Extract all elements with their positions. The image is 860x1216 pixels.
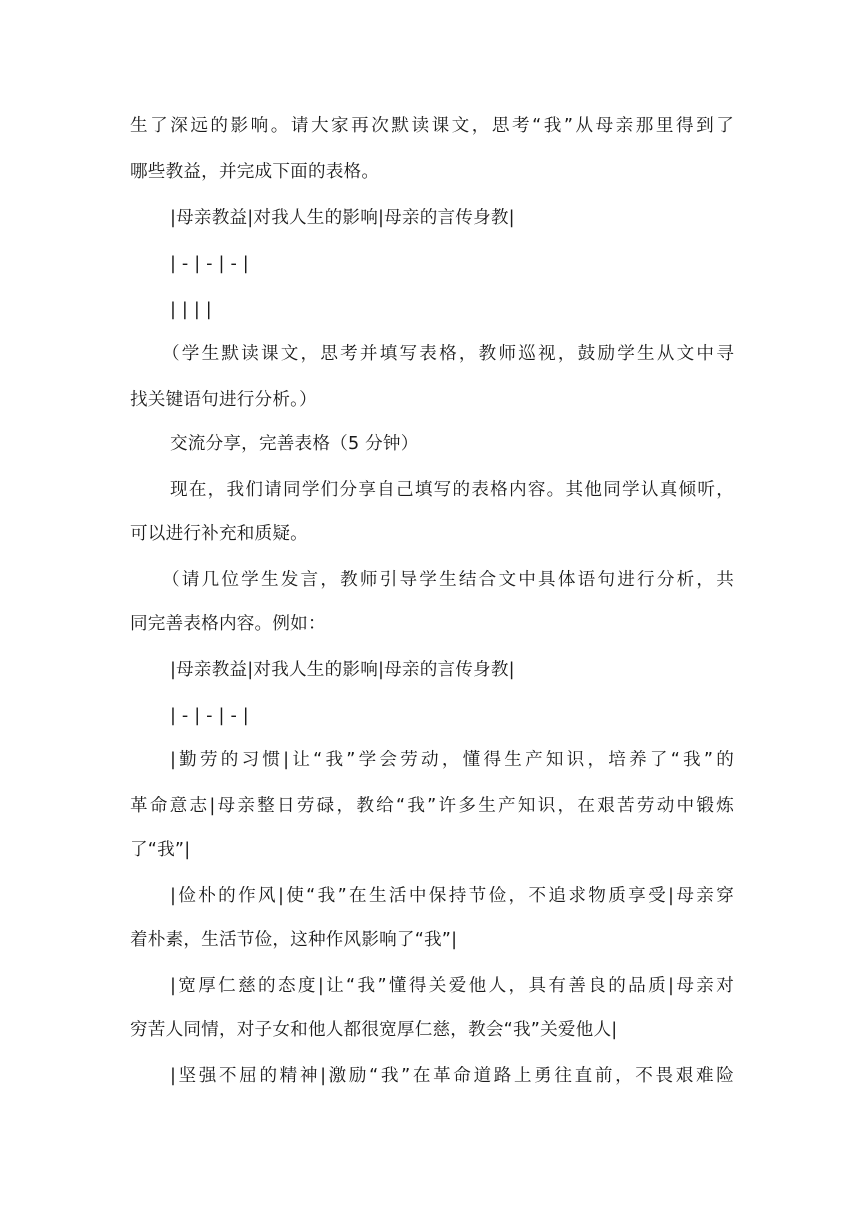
instruction-line: （学生默读课文，思考并填写表格，教师巡视，鼓励学生从文中寻: [162, 344, 734, 364]
paragraph-line: 生了深远的影响。请大家再次默读课文，思考“我”从母亲那里得到了: [130, 116, 734, 136]
table-row: 革命意志|母亲整日劳碌，教给“我”许多生产知识，在艰苦劳动中锻炼: [130, 796, 734, 816]
instruction-line: （请几位学生发言，教师引导学生结合文中具体语句进行分析，共: [162, 570, 734, 590]
table-header-row: |母亲教益|对我人生的影响|母亲的言传身教|: [170, 208, 515, 228]
paragraph-line: 哪些教益，并完成下面的表格。: [130, 162, 380, 182]
section-heading: 交流分享，完善表格（5 分钟）: [170, 434, 419, 454]
paragraph-line: 现在，我们请同学们分享自己填写的表格内容。其他同学认真倾听，: [170, 480, 734, 500]
table-row: |俭朴的作风|使“我”在生活中保持节俭，不追求物质享受|母亲穿: [170, 886, 734, 906]
table-row: |宽厚仁慈的态度|让“我”懂得关爱他人，具有善良的品质|母亲对: [170, 976, 734, 996]
table-header-row: |母亲教益|对我人生的影响|母亲的言传身教|: [170, 660, 515, 680]
table-row: |勤劳的习惯|让“我”学会劳动，懂得生产知识，培养了“我”的: [170, 750, 734, 770]
instruction-line: 同完善表格内容。例如：: [130, 614, 326, 634]
table-separator-row: | - | - | - |: [170, 254, 249, 274]
table-separator-row: | - | - | - |: [170, 706, 249, 726]
table-row: 穷苦人同情，对子女和他人都很宽厚仁慈，教会“我”关爱他人|: [130, 1020, 618, 1040]
table-empty-row: | | | |: [170, 300, 212, 320]
table-row: 着朴素，生活节俭，这种作风影响了“我”|: [130, 930, 458, 950]
instruction-line: 找关键语句进行分析。）: [130, 390, 317, 410]
table-row: |坚强不屈的精神|激励“我”在革命道路上勇往直前，不畏艰难险: [170, 1066, 734, 1086]
paragraph-line: 可以进行补充和质疑。: [130, 524, 308, 544]
table-row: 了“我”|: [130, 840, 191, 860]
